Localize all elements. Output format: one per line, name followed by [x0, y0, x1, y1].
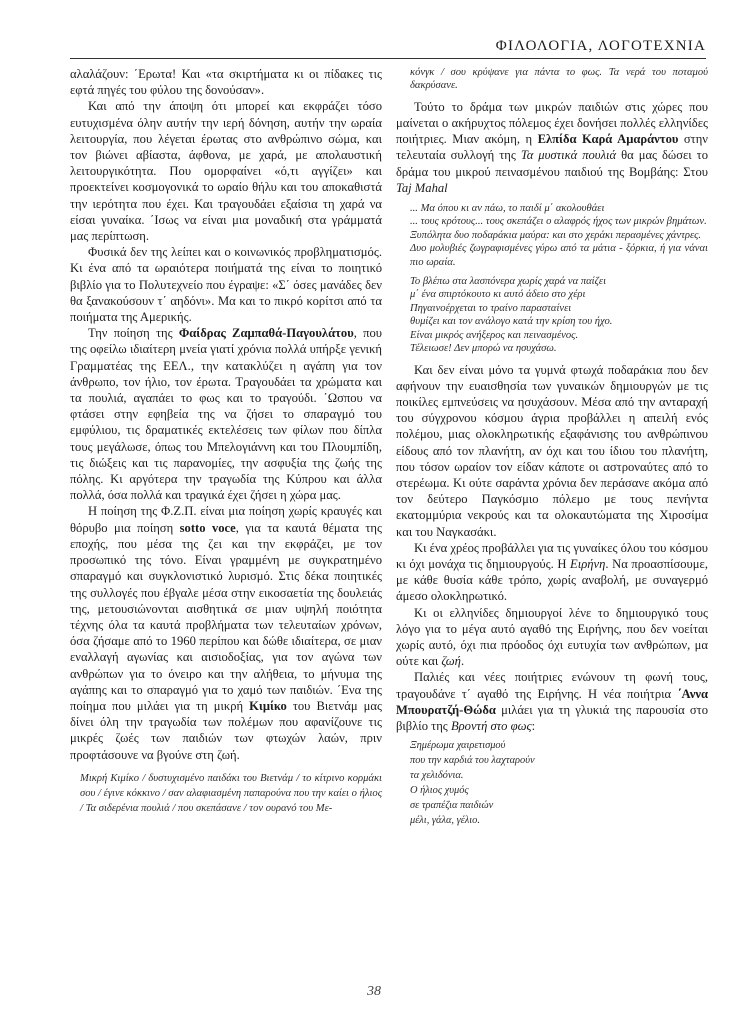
- header-rule: [70, 58, 706, 59]
- paragraph: [70, 325, 382, 503]
- poet-name: ΄Αννα Μπουρατζή-Θώδα: [396, 686, 708, 717]
- place-title: Taj Mahal: [396, 180, 448, 195]
- text-run: στην τελευταία συλλογή της: [396, 132, 708, 163]
- text-run: θα μας δώσει το δράμα του μικρού πεινασμένου παιδιού της Βομβάης: Στου: [396, 148, 709, 179]
- poem-quote: Μικρή Κιμίκο / δυστυχισμένο παιδάκι του Βιετνάμ / το κίτρινο κορμάκι σου / έγινε κόκκινο / σαν αλαφιασμένη παπαρούνα που την καίει ο ήλιος / Τα σιδερένια πουλιά / που σκεπάσανε / τον ουρανό του Με-: [80, 772, 382, 814]
- poem-line: μ΄ ένα σπιρτόκουτο κι αυτό άδειο στο χέρι: [410, 289, 586, 301]
- poem-quote: [410, 738, 708, 828]
- poem-line: Ο ήλιος χυμός: [410, 785, 469, 797]
- page-number: 38: [367, 984, 381, 999]
- paragraph: [396, 540, 708, 605]
- right-column: [396, 66, 708, 828]
- paragraph: [396, 669, 708, 734]
- poem-quote-continued: κόνγκ / σου κρύψανε για πάντα το φως. Τα νερά του ποταμού δακρύσανε.: [410, 67, 708, 92]
- text-run: Τούτο το δράμα των μικρών παιδιών στις χώρες που μαίνεται ο ακήρυχτος πόλεμος έχει δονήσει πολλές ελληνίδες ποιήτριες. Μιαν ακόμη, η: [396, 99, 708, 147]
- poem-line: μέλι, γάλα, γέλιο.: [410, 815, 480, 827]
- bold-term: Κιμίκο: [249, 698, 287, 713]
- paragraph: Και δεν είναι μόνο τα γυμνά φτωχά ποδαράκια που δεν αφήνουν την ευαισθησία των γυναικών δημιουργών με τις ποικίλες εμπνεύσεις να ησυχάσουν. Μέσα από την ανταραχή του σύγχρονου κόσμου άγρια προβάλλει η απειλή ενός πολέμου, μιας ολοκληρωτικής εξαφάνισης του ανθρώπινου είδους από τον πλανήτη, αν όχι και του ίδιου του πλανήτη, που τόσον ωραίον τον είδαν κάποτε οι αστροναύτες από το στερέωμα. Κι ούτε σαράντα χρόνια δεν περάσανε ακόμα από τον δεύτερο Παγκόσμιο πόλεμο με τους πενήντα εκατομμύρια νεκρούς και τα ολοκαυτώματα της Χιροσίμα και του Ναγκασάκι.: [396, 362, 708, 539]
- poem-line: θυμίζει και τον ανάλογο κατά την κρίση του ήχο.: [410, 316, 613, 328]
- poem-line: σε τραπέζια παιδιών: [410, 800, 494, 812]
- paragraph: Φυσικά δεν της λείπει και ο κοινωνικός προβληματισμός. Κι ένα από τα ωραιότερα ποιήματά της είναι το ποιητικό βιβλίο για το Πολυτεχνείο που έγραψε: «Σ΄ όσες μανάδες δεν θα ξανακούσουν τ΄ αηδόνι». Μα και το πικρό κορίτσι από τα ποιήματα της Αμερικής.: [70, 245, 382, 325]
- text-run: Κι ένα χρέος προβάλλει για τις γυναίκες όλου του κόσμου κι όχι μονάχα τις δημιουργούς. Η: [396, 540, 708, 571]
- left-column: [70, 66, 382, 816]
- poem-line: Πηγαινοέρχεται το τραίνο παρασταίνει: [410, 302, 572, 314]
- poem-line: Είναι μικρός ανήξερος και πεινασμένος.: [410, 329, 579, 341]
- paragraph: [70, 503, 382, 762]
- running-header: ΦΙΛΟΛΟΓΙΑ, ΛΟΓΟΤΕΧΝΙΑ: [495, 38, 706, 54]
- paragraph: Και από την άποψη ότι μπορεί και εκφράζει τόσο ευτυχισμένα όλην αυτήν την ιερή δόνηση, αυτήν την ωραία λειτουργία, που λέγεται έρωτας στο ανθρώπινο σώμα, και τον βιώνει αβίαστα, άφθονα, με χαρά, με απολαυστική λειτουργικότητα. Που ομορφαίνει «ό,τι αγγίζει» και προεκτείνει κοσμογονικά το ωραίο θήλυ και του αποκαθιστά την ιερότητα που έχει. Και τραγουδάει εξαίσια τη χαρά να είσαι γυναίκα. ΄Ισως να είναι μια μοναδική στα γράμματά μας περίπτωση.: [70, 99, 382, 244]
- text-run: , για τα καυτά θέματα της εποχής, που μέσα της ζει και την εκφράζει, με τον προσωπικό της τόνο. Είναι γραμμένη με συγκρατημένο σπαραγμό και συγκλονιστικό λυρισμό. Στις δέκα ποιητικές της συλλογές που έβγαλε μέσα στην εικοσαετία της δουλειάς της, μετουσιώνονται αισθητικά σε μιαν υψηλή ποιότητα τέχνης όλα τα καυτά προβλήματα των τελευταίων χρόνων, όσα ζήσαμε από το 1960 περίπου και δώθε ιδιαίτερα, σε μιαν εναλλαγή αγωνίας και αισιοδοξίας, για τον αγώνα των ανθρώπων για το όνειρο και την αλήθεια, το μήνυμα της αγάπης και το σπαραγμό για το χαμό των παιδιών. ΄Ενα της ποίημα που μιλάει για τη μικρή: [70, 520, 382, 713]
- poem-line: Ξυπόλητα δυο ποδαράκια μαύρα: και στο χεράκι περασμένες χάντρες.: [410, 229, 702, 241]
- book-title: Βροντή στο φως: [450, 718, 532, 733]
- poet-name: Ελπίδα Καρά Αμαράντου: [537, 132, 679, 147]
- paragraph: [396, 99, 708, 196]
- paragraph: [396, 605, 708, 670]
- poem-line: τα χελιδόνια.: [410, 770, 464, 782]
- text-run: του Βιετνάμ μας δίνει όλη την τραγωδία των πολέμων που αφανίζουνε τις μικρές ζωές των παιδιών των φτωχών λαών, πριν προφτάσουνε να βγούνε στη ζωή.: [70, 698, 382, 762]
- text-run: Παλιές και νέες ποιήτριες ενώνουν τη φωνή τους, τραγουδάνε τ΄ αγαθό της Ειρήνης. Η νέα ποιήτρια: [396, 670, 708, 701]
- emphasis: Ειρήνη: [570, 556, 606, 571]
- text-run: .: [460, 654, 465, 669]
- poet-name: Φαίδρας Ζαμπαθά-Παγουλάτου: [178, 326, 354, 341]
- poem-line: Δυο μολυβιές ζωγραφισμένες γύρω από τα μάτια - ξόρκια, ή για νάναι πιο ωραία.: [410, 243, 708, 268]
- poem-line: ... Μα όπου κι αν πάω, το παιδί μ΄ ακολουθάει: [410, 203, 605, 215]
- text-run: Η ποίηση της Φ.Ζ.Π. είναι μια ποίηση χωρίς κραυγές και θόρυβο μια ποίηση: [70, 504, 382, 535]
- poem-line: που την καρδιά του λαχταρούν: [410, 755, 535, 767]
- poem-line: ... τους κρότους... τους σκεπάζει ο αλαφρός ήχος των μικρών βημάτων.: [410, 216, 707, 228]
- text-run: μιλάει για τη γλυκιά της παρουσία στο βιβλίο της: [396, 702, 708, 733]
- bold-term: sotto voce: [179, 520, 236, 535]
- poem-quote: [410, 202, 708, 269]
- text-run: . Να προασπίσουμε, με κάθε θυσία κάθε τρόπο, χωρίς αναβολή, με συναγερμό άμεσο ολοκληρωτικό.: [396, 556, 708, 604]
- poem-line: Τέλειωσε! Δεν μπορώ να ησυχάσω.: [410, 343, 557, 355]
- poem-line: Το βλέπω στα λασπόνερα χωρίς χαρά να παίζει: [410, 276, 607, 288]
- text-run: Την ποίηση της: [88, 326, 179, 341]
- poem-quote: [410, 275, 708, 355]
- text-run: :: [531, 718, 536, 733]
- text-run: , που της οφείλω ιδιαίτερη μνεία γιατί χρόνια πολλά υπήρξε γενική Γραμματέας της ΕΕΛ., την κατακλύζει η αγάπη για τον άνθρωπο, τον ήλιο, τον έρωτα. Τραγουδάει τα χρώματα και τα πουλιά, αγαπάει το φως και το τραγούδι. ΄Ωσπου να φτάσει στην εφηβεία της να ζήσει το σπαραγμό του εμφύλιου, τις δραματικές εκτελέσεις των φίλων που δίπλα τους μεγάλωσε, όπως του Μπελογιάννη και του Πλουμπίδη, τις διώξεις και τις παρανομίες, την ασφυξία της ζωής της πόλης. Κι αργότερα την τραγωδία της Κύπρου και άλλα πολλά, όσα πολλά και τραγικά έχει ζήσει η χώρα μας.: [70, 326, 383, 503]
- paragraph: αλαλάζουν: ΄Ερωτα! Και «τα σκιρτήματα κι οι πίδακες τις εφτά πηγές του φύλου της δονούσαν».: [70, 67, 382, 98]
- emphasis: ζωή: [441, 654, 461, 669]
- book-title: Τα μυστικά πουλιά: [520, 148, 617, 163]
- poem-line: Ξημέρωμα χαιρετισμού: [410, 740, 506, 752]
- text-run: Κι οι ελληνίδες δημιουργοί λένε το δημιουργικό τους λόγο για το μέγα αυτό αγαθό της Ειρήνης, που δεν νοείται χωρίς αυτό, όχι πια πρόοδος όχι ευτυχία των ανθρώπων, μα ούτε και: [396, 605, 708, 669]
